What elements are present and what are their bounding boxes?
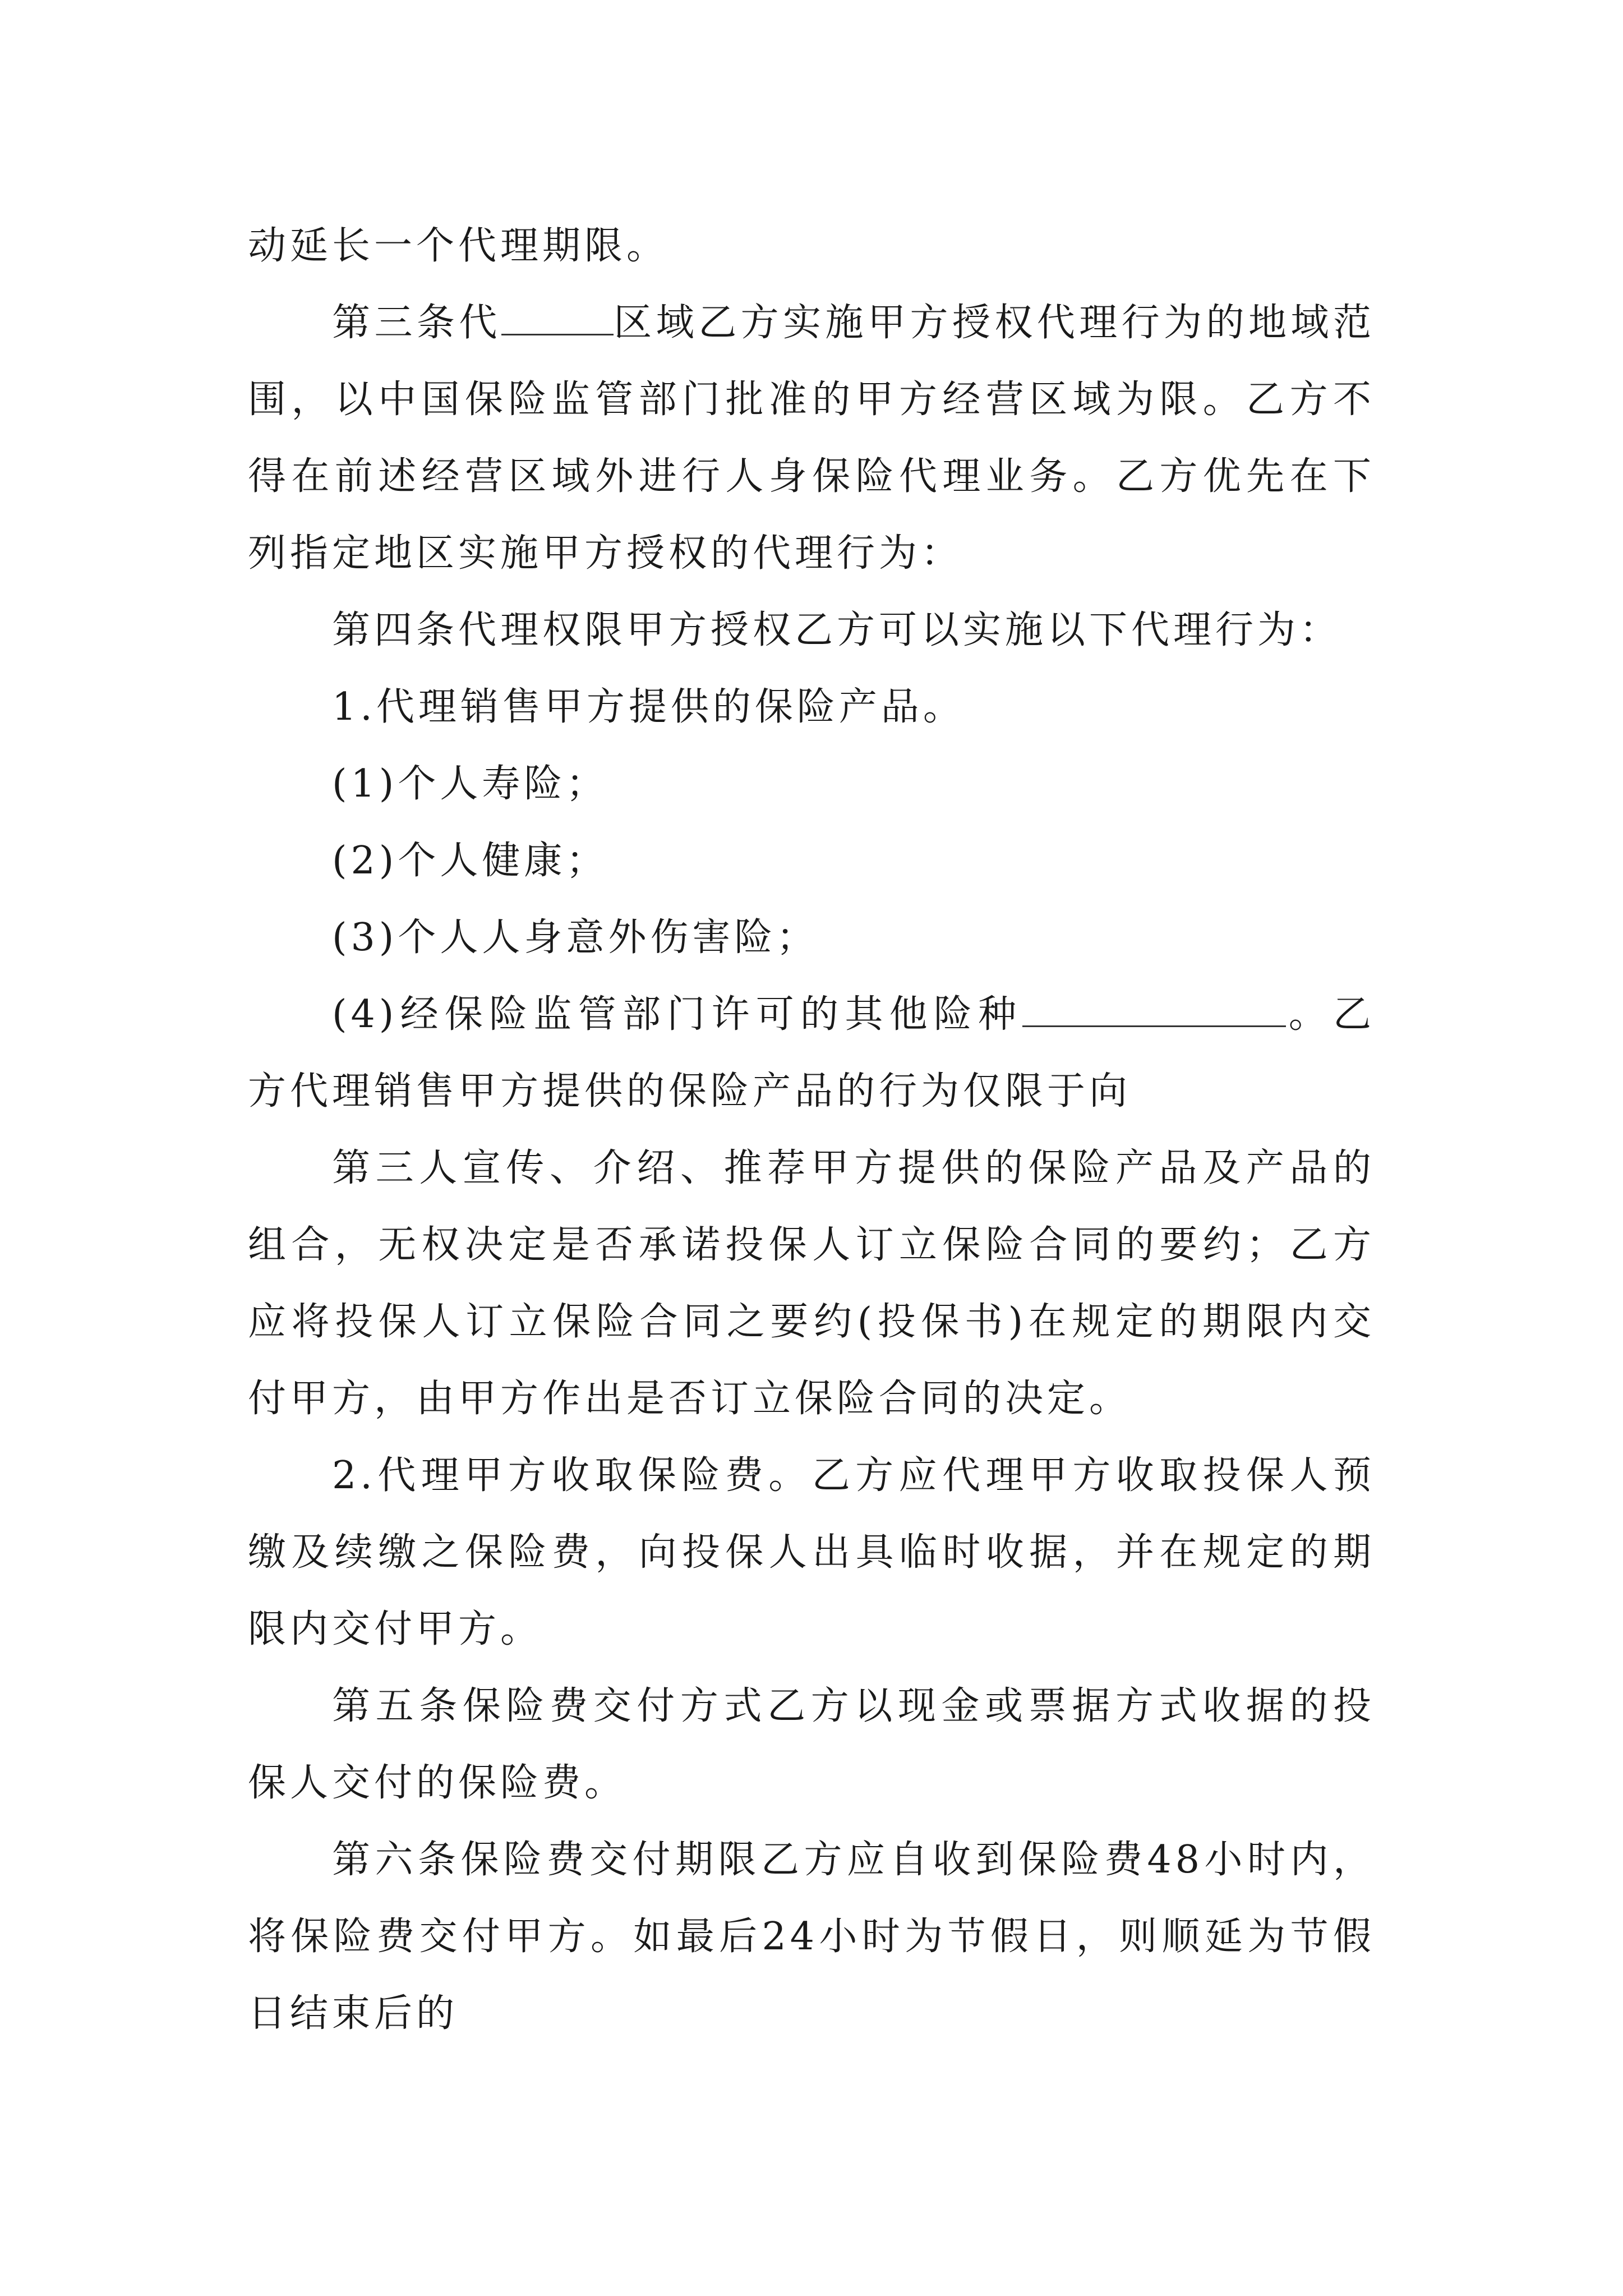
subitem-4-body: 。乙方代理销售甲方提供的保险产品的行为仅限于向 bbox=[248, 992, 1375, 1114]
paragraph-article-6: 第六条保险费交付期限乙方应自收到保险费48小时内，将保险费交付甲方。如最后24小时为节假日，则顺延为节假日结束后的 bbox=[248, 1838, 1375, 2036]
paragraph-item-2: 2.代理甲方收取保险费。乙方应代理甲方收取投保人预缴及续缴之保险费，向投保人出具临时收据，并在规定的期限内交付甲方。 bbox=[248, 1453, 1375, 1651]
paragraph-item-1: 1.代理销售甲方提供的保险产品。 bbox=[332, 685, 965, 729]
paragraph-article-4: 第四条代理权限甲方授权乙方可以实施以下代理行为： bbox=[332, 608, 1342, 652]
article-3-lead: 第三条代 bbox=[332, 301, 501, 345]
paragraph-subitem-4 bbox=[248, 976, 1375, 1130]
document-body bbox=[248, 208, 1375, 2052]
paragraph-article-3 bbox=[248, 284, 1375, 592]
article-3-blank bbox=[501, 300, 614, 335]
paragraph-extension-period: 动延长一个代理期限。 bbox=[248, 224, 669, 268]
paragraph-subitem-1: (1)个人寿险； bbox=[332, 762, 608, 806]
paragraph-subitem-2: (2)个人健康； bbox=[332, 839, 608, 883]
article-3-body: 区域乙方实施甲方授权代理行为的地域范围，以中国保险监管部门批准的甲方经营区域为限。乙方不得在前述经营区域外进行人身保险代理业务。乙方优先在下列指定地区实施甲方授权的代理行为： bbox=[248, 301, 1375, 576]
paragraph-third-party: 第三人宣传、介绍、推荐甲方提供的保险产品及产品的组合，无权决定是否承诺投保人订立保险合同的要约；乙方应将投保人订立保险合同之要约(投保书)在规定的期限内交付甲方，由甲方作出是否订立保险合同的决定。 bbox=[248, 1146, 1375, 1421]
paragraph-article-5: 第五条保险费交付方式乙方以现金或票据方式收据的投保人交付的保险费。 bbox=[248, 1684, 1375, 1805]
subitem-4-lead: (4)经保险监管部门许可的其他险种 bbox=[332, 992, 1023, 1037]
paragraph-subitem-3: (3)个人人身意外伤害险； bbox=[332, 915, 819, 960]
subitem-4-blank bbox=[1022, 991, 1286, 1027]
